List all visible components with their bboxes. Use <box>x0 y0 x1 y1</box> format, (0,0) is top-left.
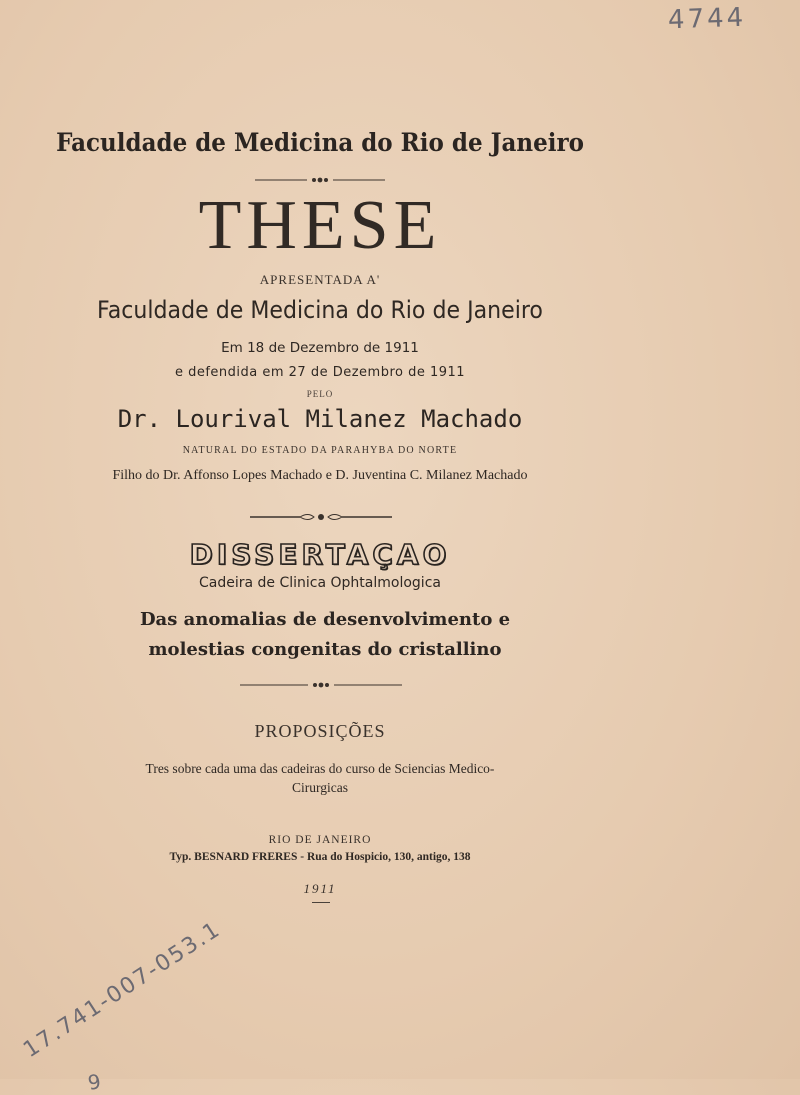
ornament-rule-3 <box>240 681 402 689</box>
dissertation-heading: DISSERTAÇAO <box>189 538 451 571</box>
imprint-city: RIO DE JANEIRO <box>268 834 372 846</box>
by-label: PELO <box>306 389 334 399</box>
document-title: THESE <box>198 187 442 264</box>
imprint-year: 1911 <box>303 881 337 896</box>
propositions-heading: PROPOSIÇÕES <box>254 721 386 741</box>
catalog-suffix-handwritten: 9 <box>86 1069 103 1095</box>
year-underline <box>312 902 330 903</box>
shelf-number-handwritten: 4744 <box>667 2 747 36</box>
catalog-code-handwritten: 17.741-007-053.1 <box>19 916 226 1063</box>
faculty-heading: Faculdade de Medicina do Rio de Janeiro <box>56 128 584 157</box>
dissertation-chair: Cadeira de Clinica Ophtalmologica <box>199 575 441 591</box>
presented-to-label: APRESENTADA A' <box>259 272 381 287</box>
date-defended: e defendida em 27 de Dezembro de 1911 <box>174 365 466 380</box>
imprint-printer: Typ. BESNARD FRERES - Rua do Hospicio, 130, antigo, 138 <box>169 851 471 863</box>
ornament-rule-1 <box>255 176 385 184</box>
dissertation-subject: Das anomalias de desenvolvimento e molestias congenitas do cristallino <box>139 609 511 660</box>
faculty-line: Faculdade de Medicina do Rio de Janeiro <box>97 296 543 324</box>
propositions-text: Tres sobre cada uma das cadeiras do curso de Sciencias Medico-Cirurgicas <box>145 761 495 795</box>
author-origin: NATURAL DO ESTADO DA PARAHYBA DO NORTE <box>182 445 458 456</box>
date-presented: Em 18 de Dezembro de 1911 <box>221 340 419 356</box>
author-parents: Filho do Dr. Affonso Lopes Machado e D. Juventina C. Milanez Machado <box>112 468 528 483</box>
author-name: Dr. Lourival Milanez Machado <box>117 405 523 433</box>
ornament-rule-2 <box>250 512 392 522</box>
